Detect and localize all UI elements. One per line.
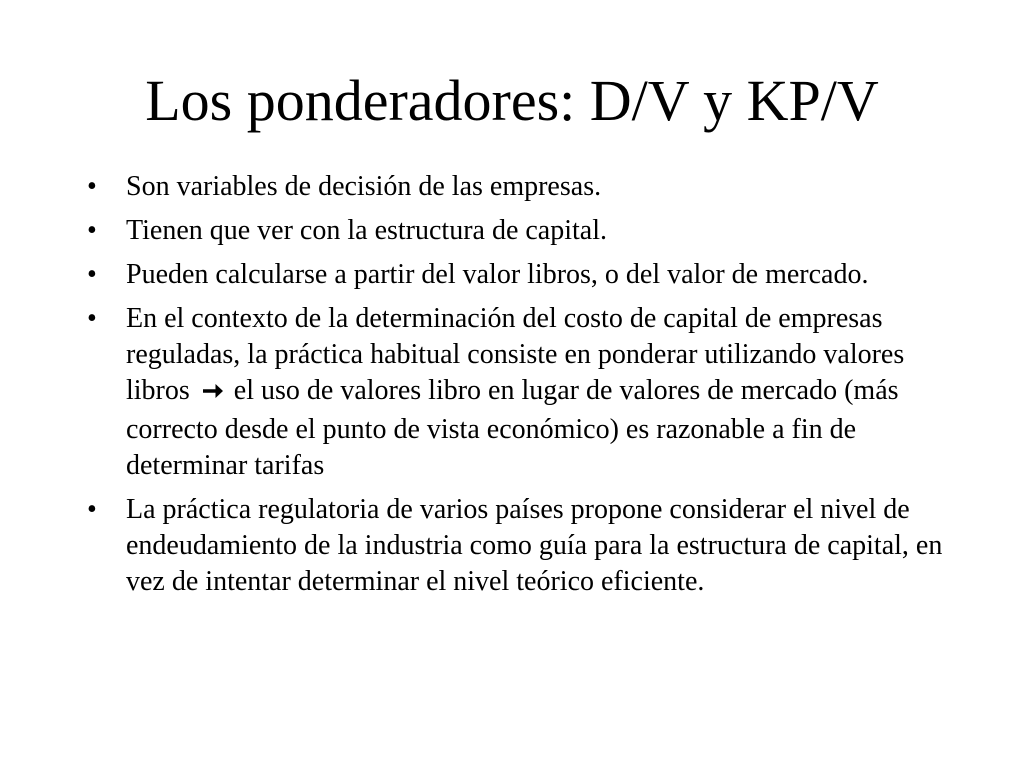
bullet-marker: • (87, 171, 97, 202)
bullet-text: Pueden calcularse a partir del valor libros, o del valor de mercado. (126, 259, 869, 290)
bullet-text: Tienen que ver con la estructura de capital. (126, 215, 608, 246)
bullet-list (80, 169, 950, 608)
bullet-item (80, 301, 950, 484)
bullet-marker: • (87, 215, 97, 246)
bullet-marker: • (87, 259, 97, 290)
bullet-text: Son variables de decisión de las empresas. (126, 171, 602, 202)
slide-title: Los ponderadores: D/V y KP/V (145, 68, 879, 133)
right-arrow-icon (201, 376, 225, 412)
bullet-marker: • (87, 303, 97, 334)
bullet-item (80, 257, 950, 293)
bullet-text: La práctica regulatoria de varios países propone considerar el nivel de endeudamiento de la industria como guía para la estructura de capital, en vez de intentar determinar el nivel teórico eficiente. (126, 494, 943, 597)
bullet-marker: • (87, 494, 97, 525)
bullet-item (80, 169, 950, 205)
bullet-text-before-arrow: En el contexto de la determinación del costo de capital de empresas reguladas, la práctica habitual consiste en ponderar utilizando valores libros (126, 303, 905, 406)
bullet-text-after-arrow: el uso de valores libro en lugar de valores de mercado (más correcto desde el punto de vista económico) es razonable a fin de determinar tarifas (126, 375, 899, 481)
bullet-item (80, 213, 950, 249)
bullet-item (80, 492, 950, 600)
